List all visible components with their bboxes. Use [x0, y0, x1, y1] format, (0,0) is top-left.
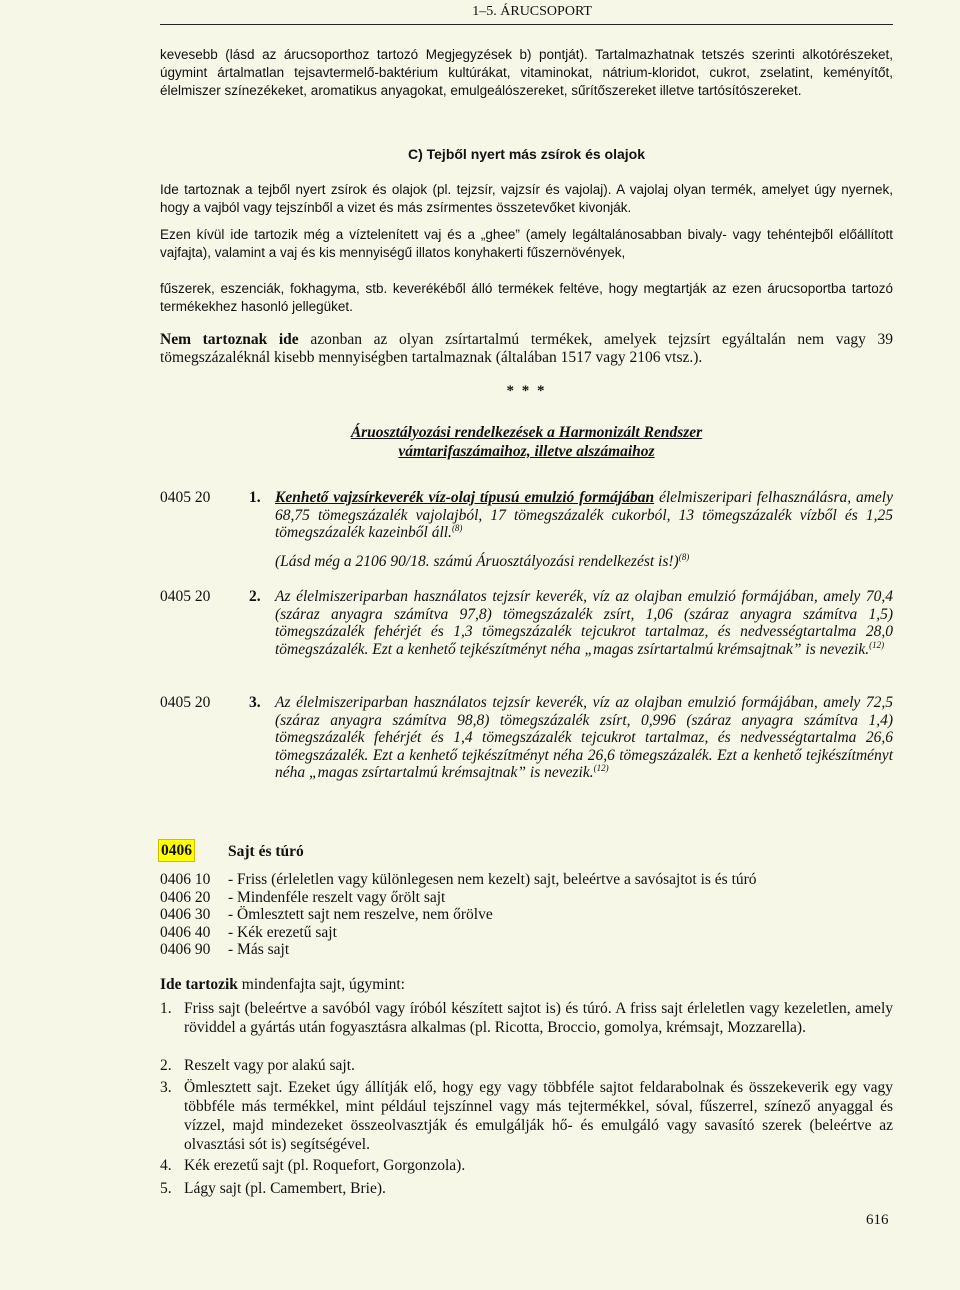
section-c-heading: C) Tejből nyert más zsírok és olajok: [407, 146, 646, 162]
entry-see-footnote: (8): [678, 551, 690, 562]
subheading-text: - Mindenféle reszelt vagy őrölt sajt: [228, 888, 446, 906]
list-item-number: 4.: [160, 1157, 172, 1174]
section-c-p2: [160, 226, 893, 262]
entry-code: 0405 20: [160, 588, 211, 605]
subheading-text: - Friss (érleletlen vagy különlegesen nem kezelt) sajt, beleértve a savósajtot is és túró: [228, 871, 757, 888]
subheading-code: 0406 40: [160, 923, 211, 941]
header-rule: [160, 24, 893, 25]
list-item: [160, 1078, 893, 1154]
highlighted-code: 0406: [158, 839, 195, 862]
entry-text: Az élelmiszeriparban használatos tejzsír keverék, víz az olajban emulzió formájában, amely 70,4 (száraz anyagra számítva 97,8) tömegszázalék zsírt, 1,06 (száraz anyagra számítva 1,5) tömegszázalék fehérjét és 1,3 tömegszázalék tejcukrot tartalmaz, és nedvességtartalma 28,0 tömegszázalék. Ezt a kenhető tejkészítményt néha „magas zsírtartalmú krémsajtnak” is nevezik.: [275, 588, 893, 658]
classification-entry-2: [275, 588, 893, 658]
entry-text: élelmiszeripari felhasználásra, amely 68,75 tömegszázalék vajolajból, 17 tömegszázalék cukorból, 13 tömegszázalék vízből és 1,25 tömegszázalék kazeinből áll.: [275, 489, 893, 541]
list-item-text: Lágy sajt (pl. Camembert, Brie).: [184, 1180, 386, 1197]
heading-0406-title: Sajt és túró: [228, 843, 304, 860]
subheading-code: 0406 10: [160, 871, 211, 888]
entry-footnote: (12): [869, 639, 885, 650]
entry-footnote: (12): [593, 762, 609, 773]
entry-number: 2.: [249, 588, 261, 605]
separator-stars: * * *: [506, 383, 547, 399]
list-item-number: 3.: [160, 1079, 172, 1096]
subheading-row: [160, 889, 445, 907]
section-c-p2-text: Ezen kívül ide tartozik még a víztelenített vaj és a „ghee” (amely legáltalánosabban bivaly- vagy tehéntejből előállított vajfajta), valamint a vaj és kis mennyiségű illatos konyhakerti fűszernövények,: [160, 227, 893, 260]
entry-text: Az élelmiszeriparban használatos tejzsír keverék, víz az olajban emulzió formájában, amely 72,5 (száraz anyagra számítva 98,8) tömegszázalék zsírt, 0,996 (száraz anyagra számítva 1,4) tömegszázalék fehérjét és 1,4 tömegszázalék tejcukrot tartalmaz, és nedvességtartalma 26,6 tömegszázalék. Ezt a kenhető tejkészítményt néha 26,6 tömegszázalék. Ezt a kenhető tejkészítményt néha „magas zsírtartalmú krémsajtnak” is nevezik.: [275, 694, 893, 781]
subheading-row: [160, 924, 337, 942]
intro-text: kevesebb (lásd az árucsoporthoz tartozó Megjegyzések b) pontját). Tartalmazhatnak tetszés szerinti alkotórészeket, úgymint ártalmatlan tejsavtermelő-baktérium kultúrákat, vitaminokat, nátrium-kloridot, cukrot, zselatint, keményítőt, élelmiszer színezékeket, aromatikus anyagokat, emulgeálószereket, sűrítőszereket illetve tartósítószereket.: [160, 47, 893, 98]
entry-lead: Kenhető vajzsírkeverék víz-olaj típusú emulzió formájában: [275, 489, 655, 506]
includes-text: mindenfajta sajt, úgymint:: [237, 976, 405, 993]
page-number: 616: [866, 1212, 889, 1228]
list-item-number: 1.: [160, 1000, 172, 1017]
heading-0406-code: [158, 842, 195, 860]
classification-entry-3: [275, 694, 893, 782]
includes-lead: Ide tartozik: [160, 976, 238, 993]
section-c-p1-text: Ide tartoznak a tejből nyert zsírok és olajok (pl. tejzsír, vajzsír és vajolaj). A vajolaj olyan termék, amelyet úgy nyernek, hogy a vajból vagy tejszínből a vizet és más zsírmentes összetevőket kivonják.: [160, 182, 893, 215]
entry-code: 0405 20: [160, 489, 211, 506]
subheading-code: 0406 90: [160, 941, 211, 958]
entry-number: 1.: [249, 489, 261, 506]
list-item-number: 2.: [160, 1057, 172, 1074]
subheading-code: 0406 30: [160, 906, 211, 923]
includes-line: [160, 976, 405, 994]
entry-code: 0405 20: [160, 694, 211, 711]
list-item-text: Friss sajt (beleértve a savóból vagy íróból készített sajtot is) és túró. A friss sajt érleletlen vagy kezeletlen, amely röviddel a gyártás után fogyasztásra alkalmas (pl. Ricotta, Broccio, gomolya, krémsajt, Mozzarella).: [184, 1000, 893, 1036]
subheading-text: - Más sajt: [228, 941, 290, 958]
entry-footnote: (8): [451, 522, 463, 533]
subheading-row: [160, 871, 757, 889]
classification-entry-1: [275, 489, 893, 542]
subheading-text: - Ömlesztett sajt nem reszelve, nem őrölve: [228, 906, 493, 923]
list-item: [160, 999, 893, 1037]
subheading-row: [160, 906, 493, 924]
list-item-number: 5.: [160, 1180, 172, 1197]
classification-title-2: vámtarifaszámaihoz, illetve alszámaihoz: [398, 443, 655, 460]
list-item: [160, 1056, 893, 1075]
subheading-row: [160, 941, 289, 959]
exclusion-paragraph: [160, 331, 893, 367]
section-c-p3-text: fűszerek, eszenciák, fokhagyma, stb. keverékéből álló termékek feltéve, hogy megtartják az ezen árucsoportba tartozó termékekhez hasonló jellegüket.: [160, 281, 893, 314]
exclusion-lead: Nem tartoznak ide: [160, 331, 299, 348]
intro-paragraph: [160, 46, 893, 100]
list-item: [160, 1179, 893, 1198]
running-header: 1–5. ÁRUCSOPORT: [472, 4, 592, 19]
entry-1-see-also: [275, 553, 893, 571]
exclusion-text: azonban az olyan zsírtartalmú termékek, amelyek tejzsírt egyáltalán nem vagy 39 tömegszázaléknál kisebb mennyiségben tartalmaznak (általában 1517 vagy 2106 vtsz.).: [160, 331, 893, 366]
section-c-p1: [160, 181, 893, 217]
classification-title-1: Áruosztályozási rendelkezések a Harmonizált Rendszer: [350, 424, 703, 441]
list-item: [160, 1156, 893, 1175]
list-item-text: Ömlesztett sajt. Ezeket úgy állítják elő, hogy egy vagy többféle sajtot feldarabolnak és összekeverik egy vagy többféle más termékkel, mint például tejszínnel vagy más tejtermékkel, sóval, fűszerrel, színező anyaggal és vízzel, majd mindezeket összeolvasztják és emulgálják hő- és emulgáló vagy savasító szerek (beleértve az olvasztási sót is) segítségével.: [184, 1079, 893, 1153]
entry-see-text: (Lásd még a 2106 90/18. számú Áruosztályozási rendelkezést is!): [275, 553, 679, 570]
entry-number: 3.: [249, 694, 261, 711]
section-c-p3: [160, 280, 893, 316]
list-item-text: Reszelt vagy por alakú sajt.: [184, 1057, 355, 1074]
subheading-text: - Kék erezetű sajt: [228, 923, 337, 941]
list-item-text: Kék erezetű sajt (pl. Roquefort, Gorgonzola).: [184, 1157, 466, 1174]
subheading-code: 0406 20: [160, 888, 211, 906]
